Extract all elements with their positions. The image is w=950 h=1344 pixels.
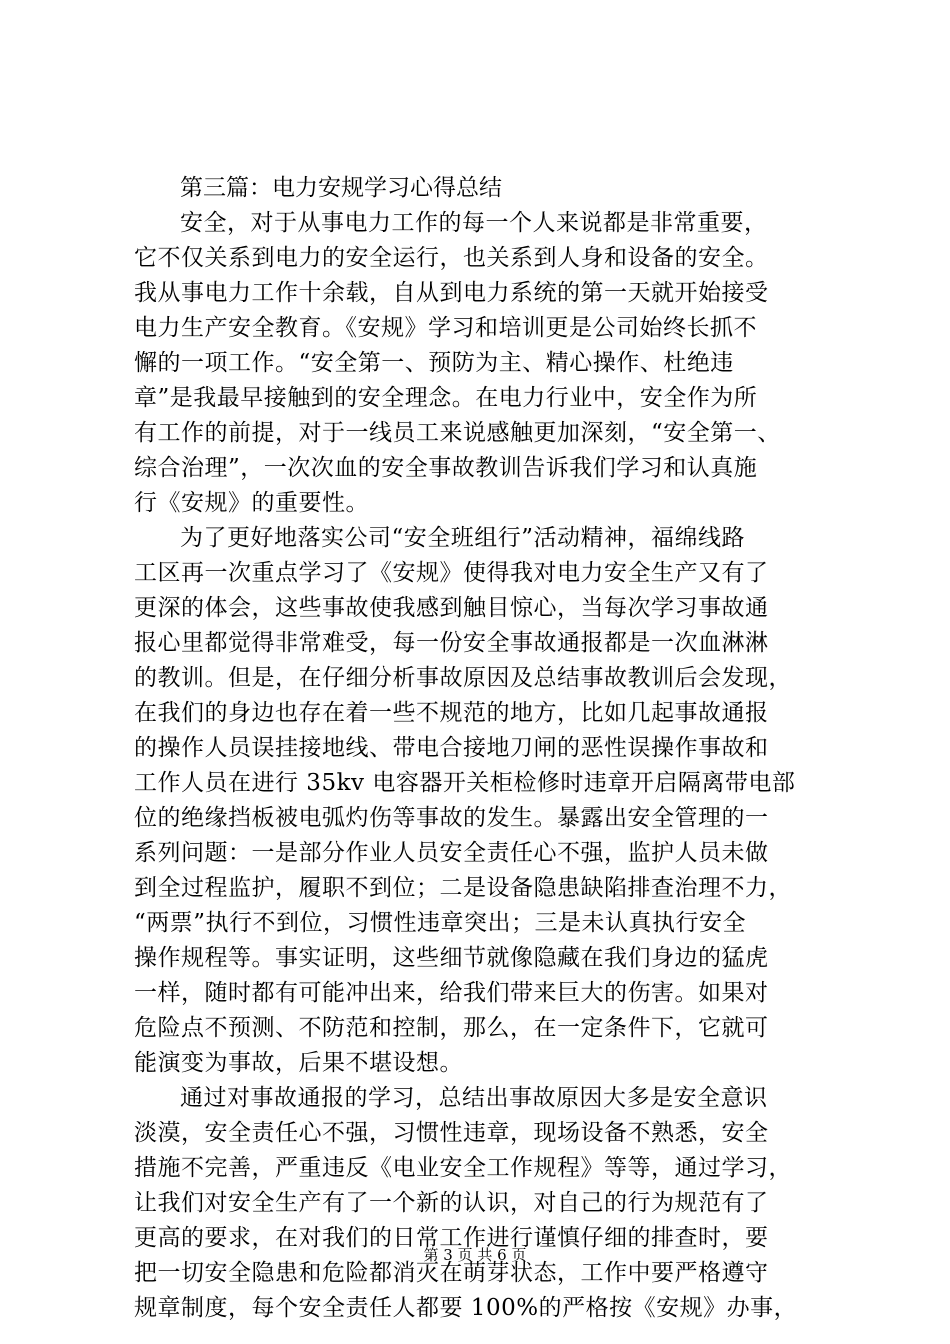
text-line: 报心里都觉得非常难受，每一份安全事故通报都是一次血淋淋 — [134, 630, 769, 656]
text-line: 把一切安全隐患和危险都消灭在萌芽状态，工作中要严格遵守 — [134, 1260, 769, 1286]
text-line: 懈的一项工作。“安全第一、预防为主、精心操作、杜绝违 — [134, 350, 734, 376]
text-line: 措施不完善，严重违反《电业安全工作规程》等等，通过学习， — [134, 1155, 792, 1181]
text-line: 淡漠，安全责任心不强，习惯性违章，现场设备不熟悉，安全 — [134, 1120, 769, 1146]
text-line: 到全过程监护，履职不到位；二是设备隐患缺陷排查治理不力， — [134, 875, 792, 901]
text-line: 更高的要求，在对我们的日常工作进行谨慎仔细的排查时，要 — [134, 1225, 769, 1251]
text-line: “两票”执行不到位，习惯性违章突出；三是未认真执行安全 — [134, 910, 747, 936]
document-body — [134, 171, 824, 1326]
text-line: 更深的体会，这些事故使我感到触目惊心，当每次学习事故通 — [134, 595, 769, 621]
text-line: 位的绝缘挡板被电弧灼伤等事故的发生。暴露出安全管理的一 — [134, 805, 769, 831]
text-line: 电力生产安全教育。《安规》学习和培训更是公司始终长抓不 — [134, 315, 757, 341]
text-line: 综合治理”，一次次血的安全事故教训告诉我们学习和认真施 — [134, 455, 758, 481]
text-line: 它不仅关系到电力的安全运行，也关系到人身和设备的安全。 — [134, 245, 769, 271]
text-line: 一样，随时都有可能冲出来，给我们带来巨大的伤害。如果对 — [134, 980, 769, 1006]
text-line: 规章制度，每个安全责任人都要 100%的严格按《安规》办事， — [134, 1295, 798, 1321]
text-line: 危险点不预测、不防范和控制，那么，在一定条件下，它就可 — [134, 1015, 769, 1041]
text-line: 通过对事故通报的学习，总结出事故原因大多是安全意识 — [180, 1085, 768, 1111]
text-line: 有工作的前提，对于一线员工来说感触更加深刻，“安全第一、 — [134, 420, 781, 446]
text-line: 章”是我最早接触到的安全理念。在电力行业中，安全作为所 — [134, 385, 758, 411]
paragraph-1 — [134, 206, 824, 521]
text-line: 行《安规》的重要性。 — [134, 490, 369, 516]
text-line: 为了更好地落实公司“安全班组行”活动精神，福绵线路 — [180, 525, 746, 551]
section-heading: 第三篇：电力安规学习心得总结 — [180, 175, 502, 201]
text-line: 操作规程等。事实证明，这些细节就像隐藏在我们身边的猛虎 — [134, 945, 769, 971]
text-line: 能演变为事故，后果不堪设想。 — [134, 1050, 463, 1076]
text-line: 的教训。但是，在仔细分析事故原因及总结事故教训后会发现， — [134, 665, 792, 691]
paragraph-3 — [134, 1081, 824, 1326]
page-footer: 第 3 页 共 6 页 — [423, 1246, 527, 1264]
text-line: 的操作人员误挂接地线、带电合接地刀闸的恶性误操作事故和 — [134, 735, 769, 761]
text-line: 工作人员在进行 35kv 电容器开关柜检修时违章开启隔离带电部 — [134, 770, 796, 796]
text-line: 系列问题：一是部分作业人员安全责任心不强，监护人员未做 — [134, 840, 769, 866]
text-line: 我从事电力工作十余载，自从到电力系统的第一天就开始接受 — [134, 280, 769, 306]
text-line: 工区再一次重点学习了《安规》使得我对电力安全生产又有了 — [134, 560, 769, 586]
text-line: 安全，对于从事电力工作的每一个人来说都是非常重要， — [180, 210, 768, 236]
text-line: 在我们的身边也存在着一些不规范的地方，比如几起事故通报 — [134, 700, 769, 726]
paragraph-2 — [134, 521, 824, 1081]
text-line: 让我们对安全生产有了一个新的认识，对自己的行为规范有了 — [134, 1190, 769, 1216]
